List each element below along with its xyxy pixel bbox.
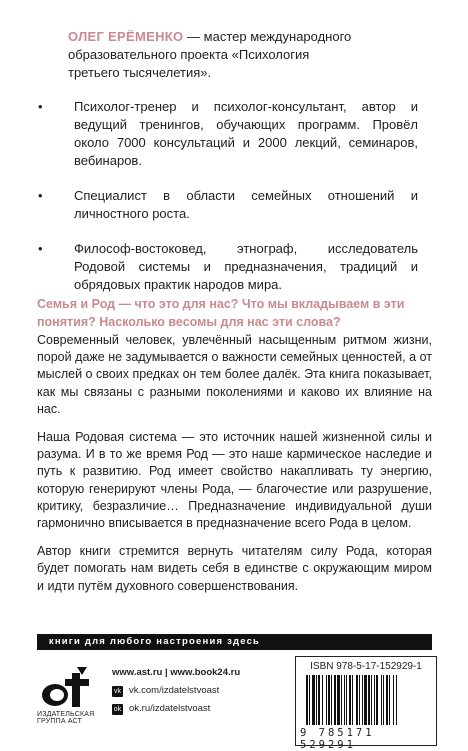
bullet-list — [38, 98, 418, 311]
author-block — [68, 28, 408, 82]
bullet-item: • Философ-востоковед, этнограф, исследователь Родовой системы и предназначения, традиций и обрядовых практик народов мира. — [38, 241, 418, 292]
question-heading: Семья и Род — что это для нас? Что мы вкладываем в эти понятия? Насколько весомы для нас эти слова? — [37, 297, 405, 329]
bullet-icon: • — [38, 241, 43, 256]
author-line-3: третьего тысячелетия». — [68, 65, 212, 80]
ok-icon: ok — [113, 705, 122, 713]
footer-band — [37, 634, 432, 650]
author-line-1: ОЛЕГ ЕРЁМЕНКО — мастер международного — [68, 29, 352, 44]
barcode-digits: 9 785171 529291 — [300, 727, 375, 751]
paragraph: Автор книги стремится вернуть читателям силу Рода, которая будет помогать нам видеть себя в единстве с окружающим миром и идти путём духовного совершенствования. — [37, 544, 432, 593]
ast-logo-icon — [37, 665, 97, 709]
description-body — [37, 332, 432, 606]
paragraph: Современный человек, увлечённый насыщенным ритмом жизни, порой даже не задумывается о важности семейных ценностей, а от мыслей о своих предках он тем более далёк. Эта книга показывает, как мы связаны с разными поколениями и каково их влияние на нас. — [37, 333, 432, 416]
isbn-label: ISBN 978-5-17-152929-1 — [310, 661, 422, 672]
bullet-icon: • — [38, 99, 43, 114]
bullet-icon: • — [38, 188, 43, 203]
author-line-2: образовательного проекта «Психология — [68, 47, 310, 62]
paragraph: Наша Родовая система — это источник нашей жизненной силы и разума. И в то же время Род — это наше кармическое наследие и путь к развитию. Род имеет свойство накапливать ту энергию, которую генерируют члены Рода, — благочестие или разрушение, критику, безразличие… Предназначение индивидуальной души гармонично вписывается в предназначение всего Рода в целом. — [37, 430, 432, 531]
ok-link[interactable]: ok.ru/izdatelstvoast — [129, 703, 211, 714]
vk-icon: vk — [114, 687, 121, 695]
ok-link-row[interactable] — [112, 700, 292, 718]
isbn-barcode-box — [295, 656, 437, 751]
vk-link-row[interactable] — [112, 682, 292, 700]
bullet-item: • Специалист в области семейных отношений и личностного роста. — [38, 188, 418, 221]
publisher-logo — [37, 665, 101, 725]
bullet-item: • Психолог-тренер и психолог-консультант, автор и ведущий тренингов, обучающих программ. Провёл около 7000 консультаций и 2000 лекций, семинаров, вебинаров. — [38, 99, 418, 168]
author-name: ОЛЕГ ЕРЁМЕНКО — [68, 29, 184, 44]
website-link[interactable]: www.ast.ru | www.book24.ru — [112, 667, 241, 678]
footer-links — [112, 664, 292, 718]
barcode-icon — [306, 675, 426, 725]
publisher-name: ИЗДАТЕЛЬСКАЯ ГРУППА АСТ — [37, 711, 95, 725]
footer-band-text: книги для любого настроения здесь — [48, 636, 261, 647]
vk-link[interactable]: vk.com/izdatelstvoast — [129, 685, 220, 696]
